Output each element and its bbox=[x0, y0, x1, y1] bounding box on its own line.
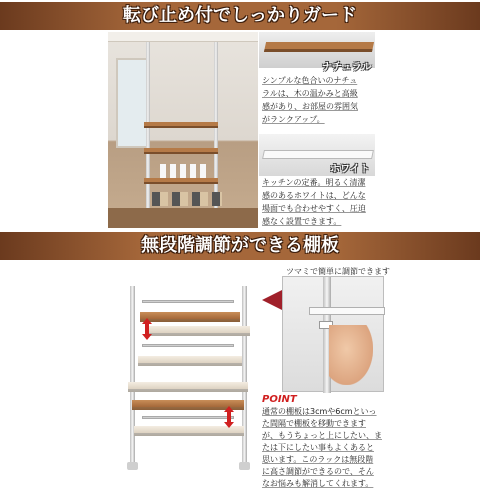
natural-description bbox=[262, 74, 378, 126]
rack-diagram bbox=[118, 286, 258, 470]
white-label: ホワイト bbox=[330, 164, 370, 175]
description-line: がランクアップ。 bbox=[262, 115, 325, 124]
rack-shelf bbox=[144, 148, 218, 154]
upper-cabinet bbox=[108, 32, 258, 42]
natural-shelf-board bbox=[264, 42, 374, 52]
window bbox=[116, 58, 150, 148]
guard-bar bbox=[142, 300, 234, 303]
section-banner-adjust: 無段階調節ができる棚板 bbox=[0, 232, 480, 260]
rack-shelf bbox=[144, 122, 218, 128]
shelf-white bbox=[138, 356, 242, 366]
description-line: 感なく設置できます。 bbox=[262, 217, 342, 226]
guard-bar bbox=[142, 344, 234, 347]
description-line: に高さ調節ができるので、そん bbox=[262, 467, 374, 476]
description-line: シンプルな色合いのナチュ bbox=[262, 76, 358, 85]
white-shelf-board bbox=[262, 150, 374, 159]
knob-adjust-photo bbox=[282, 276, 384, 392]
point-label: POINT bbox=[262, 394, 297, 405]
section-banner-guard: 転び止め付でしっかりガード bbox=[0, 2, 480, 30]
white-description bbox=[262, 176, 378, 228]
shelf-natural bbox=[140, 312, 240, 322]
jars-on-shelf bbox=[160, 164, 210, 178]
tension-pole-right bbox=[242, 286, 247, 470]
description-line: が、もうちょっと上にしたい、ま bbox=[262, 431, 382, 440]
pole-foot bbox=[239, 462, 250, 470]
shelf-white bbox=[128, 382, 248, 392]
natural-label: ナチュラル bbox=[322, 62, 372, 73]
tension-pole-left bbox=[130, 286, 135, 470]
up-down-arrow-icon bbox=[224, 406, 234, 428]
white-shelf-board bbox=[309, 307, 385, 315]
countertop bbox=[108, 208, 258, 228]
zoom-pointer-icon bbox=[262, 290, 282, 310]
description-line: キッチンの定番。明るく清潔 bbox=[262, 178, 366, 187]
description-line: ラルは、木の温かみと高級 bbox=[262, 89, 358, 98]
description-line: 通常の棚板は3cmや6cmといっ bbox=[262, 407, 377, 416]
description-line: 感があり、お部屋の雰囲気 bbox=[262, 102, 358, 111]
kitchen-rack-photo bbox=[108, 32, 258, 228]
rack-shelf bbox=[144, 178, 218, 184]
description-line: たは下にしたい事もよくあると bbox=[262, 443, 374, 452]
description-line: た間隔で棚板を移動できます bbox=[262, 419, 366, 428]
shelf-white bbox=[148, 326, 250, 336]
hand bbox=[329, 325, 373, 385]
description-line: 思います。このラックは無段階 bbox=[262, 455, 374, 464]
description-line: なお悩みも解消してくれます。 bbox=[262, 479, 374, 488]
up-down-arrow-icon bbox=[142, 318, 152, 340]
knob-caption: ツマミで簡単に調節できます bbox=[286, 267, 390, 276]
point-description bbox=[262, 406, 380, 490]
description-line: 感のあるホワイトは、どんな bbox=[262, 191, 366, 200]
kitchen-items bbox=[152, 192, 222, 206]
guard-bar bbox=[142, 416, 234, 419]
pole-foot bbox=[127, 462, 138, 470]
description-line: 場面でも合わせやすく、圧迫 bbox=[262, 204, 366, 213]
